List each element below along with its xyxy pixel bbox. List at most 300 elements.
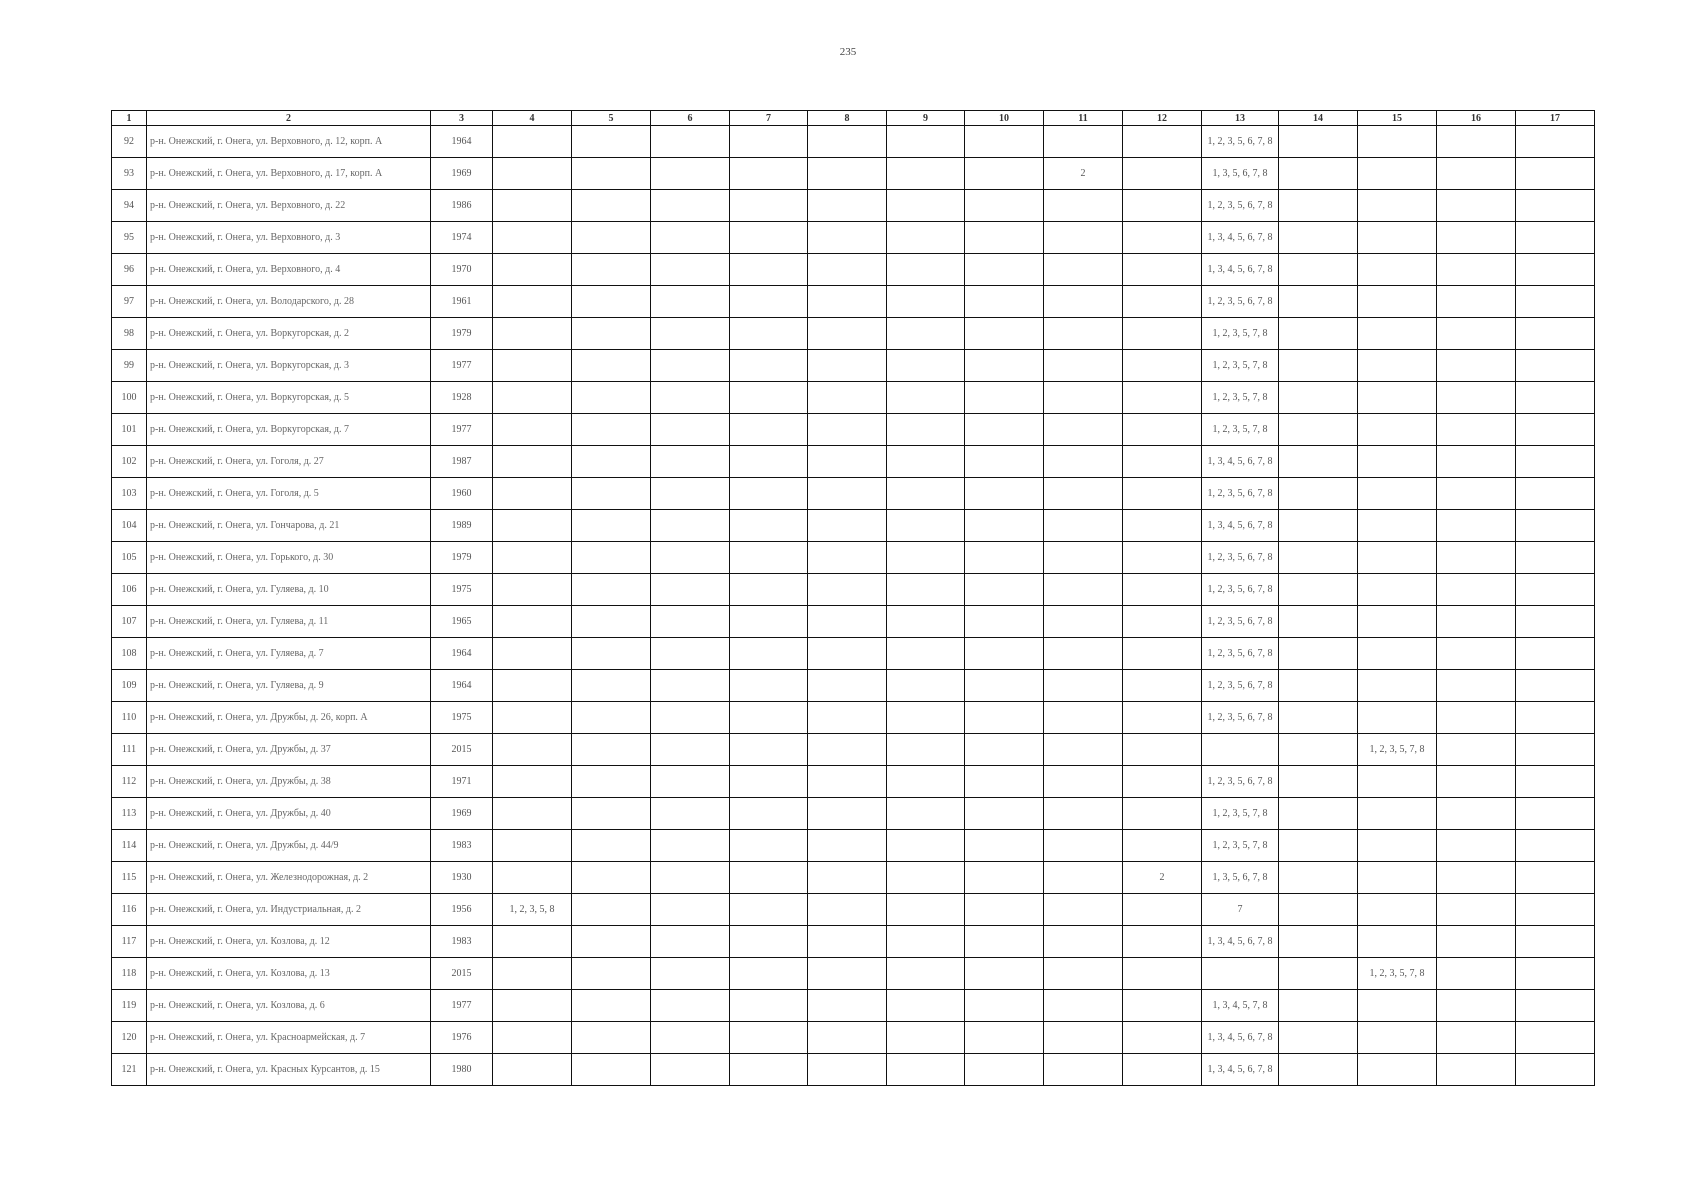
table-cell (965, 926, 1044, 958)
table-cell: 1977 (431, 350, 493, 382)
table-cell (965, 190, 1044, 222)
table-cell: 1, 2, 3, 5, 6, 7, 8 (1202, 286, 1279, 318)
table-cell: 103 (112, 478, 147, 510)
table-cell (1516, 574, 1595, 606)
table-cell (493, 638, 572, 670)
column-header: 8 (808, 111, 887, 126)
table-cell: 1977 (431, 990, 493, 1022)
table-cell (1516, 606, 1595, 638)
table-row (112, 670, 1595, 702)
table-cell (651, 1054, 730, 1086)
table-cell (1123, 734, 1202, 766)
table-cell: 96 (112, 254, 147, 286)
table-cell (965, 414, 1044, 446)
table-cell (1516, 702, 1595, 734)
table-cell (730, 350, 808, 382)
table-cell: 108 (112, 638, 147, 670)
table-cell: 107 (112, 606, 147, 638)
table-cell: 1, 2, 3, 5, 7, 8 (1358, 958, 1437, 990)
table-cell: 1974 (431, 222, 493, 254)
table-cell (1123, 574, 1202, 606)
table-cell (887, 862, 965, 894)
table-cell (887, 446, 965, 478)
table-cell (965, 1054, 1044, 1086)
table-cell (1279, 222, 1358, 254)
table-cell (1123, 702, 1202, 734)
table-cell: 1976 (431, 1022, 493, 1054)
table-cell (493, 830, 572, 862)
table-cell (1437, 190, 1516, 222)
table-cell (1279, 446, 1358, 478)
table-cell (651, 446, 730, 478)
table-cell (1044, 478, 1123, 510)
table-cell (808, 798, 887, 830)
table-cell: 1979 (431, 542, 493, 574)
table-cell: р-н. Онежский, г. Онега, ул. Верховного, д. 22 (147, 190, 431, 222)
table-cell: 1, 2, 3, 5, 6, 7, 8 (1202, 766, 1279, 798)
table-cell: р-н. Онежский, г. Онега, ул. Дружбы, д. 40 (147, 798, 431, 830)
table-cell (1516, 638, 1595, 670)
table-cell (1044, 446, 1123, 478)
table-cell (1044, 222, 1123, 254)
table-cell: р-н. Онежский, г. Онега, ул. Горького, д. 30 (147, 542, 431, 574)
table-cell (1044, 830, 1123, 862)
table-cell: 92 (112, 126, 147, 158)
data-table (111, 110, 1595, 1086)
table-cell (651, 510, 730, 542)
table-cell (493, 318, 572, 350)
table-cell (1358, 158, 1437, 190)
table-cell (572, 1054, 651, 1086)
table-row (112, 286, 1595, 318)
table-cell (1279, 894, 1358, 926)
table-cell (1123, 606, 1202, 638)
table-cell (965, 158, 1044, 190)
table-cell (1279, 702, 1358, 734)
table-cell (887, 542, 965, 574)
table-cell (808, 862, 887, 894)
table-cell (493, 190, 572, 222)
table-cell (572, 414, 651, 446)
table-cell (572, 542, 651, 574)
table-cell (1279, 638, 1358, 670)
table-cell (651, 158, 730, 190)
table-cell (572, 478, 651, 510)
table-cell (651, 958, 730, 990)
table-cell (808, 350, 887, 382)
table-cell (572, 926, 651, 958)
table-cell (1279, 798, 1358, 830)
table-cell (1044, 926, 1123, 958)
table-cell (493, 478, 572, 510)
table-cell (1437, 702, 1516, 734)
table-cell (1516, 478, 1595, 510)
table-cell (493, 414, 572, 446)
table-cell (965, 446, 1044, 478)
table-cell (1437, 478, 1516, 510)
table-cell: 1986 (431, 190, 493, 222)
column-header: 4 (493, 111, 572, 126)
table-cell (730, 510, 808, 542)
table-cell (1358, 926, 1437, 958)
column-header: 6 (651, 111, 730, 126)
table-cell (965, 286, 1044, 318)
table-cell (1516, 190, 1595, 222)
table-cell (1202, 734, 1279, 766)
table-cell: 1960 (431, 478, 493, 510)
table-cell (1358, 382, 1437, 414)
table-cell (1123, 1022, 1202, 1054)
table-cell (493, 510, 572, 542)
table-cell (572, 190, 651, 222)
table-cell (730, 766, 808, 798)
table-cell (572, 830, 651, 862)
table-cell (730, 382, 808, 414)
table-row (112, 446, 1595, 478)
table-cell (651, 766, 730, 798)
table-cell: 1969 (431, 158, 493, 190)
table-cell (1516, 286, 1595, 318)
table-row (112, 158, 1595, 190)
table-cell (651, 542, 730, 574)
table-cell (730, 862, 808, 894)
table-cell: р-н. Онежский, г. Онега, ул. Красноармейская, д. 7 (147, 1022, 431, 1054)
table-cell (493, 702, 572, 734)
table-cell (1437, 798, 1516, 830)
column-header: 7 (730, 111, 808, 126)
table-cell (1437, 894, 1516, 926)
table-cell (1437, 638, 1516, 670)
table-cell (808, 158, 887, 190)
table-cell (887, 222, 965, 254)
table-cell (572, 446, 651, 478)
table-cell (1044, 510, 1123, 542)
table-cell (493, 222, 572, 254)
table-cell (965, 958, 1044, 990)
table-cell (493, 126, 572, 158)
table-cell (651, 478, 730, 510)
table-cell (1358, 254, 1437, 286)
table-cell (651, 830, 730, 862)
table-cell (965, 510, 1044, 542)
table-cell (1516, 382, 1595, 414)
table-cell (1044, 702, 1123, 734)
table-cell: 101 (112, 414, 147, 446)
table-cell (651, 222, 730, 254)
table-cell: р-н. Онежский, г. Онега, ул. Воркугорская, д. 5 (147, 382, 431, 414)
table-cell: 1, 3, 4, 5, 6, 7, 8 (1202, 1022, 1279, 1054)
table-cell (1358, 414, 1437, 446)
table-cell (808, 1054, 887, 1086)
table-row (112, 542, 1595, 574)
table-cell (1044, 574, 1123, 606)
column-header: 12 (1123, 111, 1202, 126)
table-cell: 1, 3, 4, 5, 6, 7, 8 (1202, 510, 1279, 542)
table-cell (887, 702, 965, 734)
table-cell: р-н. Онежский, г. Онега, ул. Козлова, д. 13 (147, 958, 431, 990)
table-cell (651, 574, 730, 606)
table-cell: 1971 (431, 766, 493, 798)
table-cell (730, 990, 808, 1022)
table-cell (572, 638, 651, 670)
table-cell: р-н. Онежский, г. Онега, ул. Дружбы, д. 44/9 (147, 830, 431, 862)
table-cell (1044, 606, 1123, 638)
column-header: 1 (112, 111, 147, 126)
table-cell (730, 414, 808, 446)
table-cell (808, 990, 887, 1022)
table-row (112, 126, 1595, 158)
table-cell (651, 862, 730, 894)
table-cell (1123, 638, 1202, 670)
table-cell: 1, 2, 3, 5, 6, 7, 8 (1202, 542, 1279, 574)
table-cell (1123, 798, 1202, 830)
table-cell (572, 350, 651, 382)
table-cell (1279, 382, 1358, 414)
table-cell (1044, 766, 1123, 798)
table-row (112, 382, 1595, 414)
table-cell (1279, 1022, 1358, 1054)
table-cell (1516, 350, 1595, 382)
table-cell (1437, 574, 1516, 606)
table-cell: 104 (112, 510, 147, 542)
table-cell (730, 190, 808, 222)
table-cell (965, 254, 1044, 286)
table-cell (965, 638, 1044, 670)
table-cell (1358, 478, 1437, 510)
table-cell (1358, 350, 1437, 382)
table-cell (1044, 126, 1123, 158)
table-cell (887, 1054, 965, 1086)
table-cell (1044, 958, 1123, 990)
table-cell (1358, 446, 1437, 478)
table-cell: 1964 (431, 638, 493, 670)
table-cell: р-н. Онежский, г. Онега, ул. Железнодорожная, д. 2 (147, 862, 431, 894)
table-cell (493, 446, 572, 478)
table-cell: 105 (112, 542, 147, 574)
table-cell (493, 990, 572, 1022)
column-header: 14 (1279, 111, 1358, 126)
table-cell: р-н. Онежский, г. Онега, ул. Верховного, д. 12, корп. А (147, 126, 431, 158)
table-cell: р-н. Онежский, г. Онега, ул. Воркугорская, д. 3 (147, 350, 431, 382)
table-cell (965, 830, 1044, 862)
table-cell (808, 830, 887, 862)
column-header: 2 (147, 111, 431, 126)
table-cell (730, 318, 808, 350)
table-cell (572, 574, 651, 606)
table-cell (1437, 542, 1516, 574)
table-cell (651, 798, 730, 830)
table-cell (887, 286, 965, 318)
table-cell: 97 (112, 286, 147, 318)
table-cell: 2015 (431, 958, 493, 990)
table-cell: 93 (112, 158, 147, 190)
table-cell (1123, 766, 1202, 798)
table-cell: 1961 (431, 286, 493, 318)
table-cell (1516, 126, 1595, 158)
table-cell (1123, 894, 1202, 926)
table-cell (1279, 414, 1358, 446)
table-cell (1437, 766, 1516, 798)
table-row (112, 350, 1595, 382)
table-cell (651, 286, 730, 318)
table-cell (808, 670, 887, 702)
table-cell (808, 638, 887, 670)
table-cell (1279, 126, 1358, 158)
table-cell (965, 798, 1044, 830)
table-cell (493, 926, 572, 958)
table-cell: 2 (1044, 158, 1123, 190)
table-cell (1202, 958, 1279, 990)
table-cell: 94 (112, 190, 147, 222)
table-cell (1516, 1022, 1595, 1054)
table-cell (651, 254, 730, 286)
table-cell: 1, 2, 3, 5, 7, 8 (1202, 414, 1279, 446)
table-cell (1516, 958, 1595, 990)
table-cell (887, 382, 965, 414)
table-cell (887, 126, 965, 158)
table-cell (1358, 574, 1437, 606)
table-cell (493, 382, 572, 414)
column-header: 16 (1437, 111, 1516, 126)
table-cell (808, 894, 887, 926)
table-cell: 99 (112, 350, 147, 382)
table-cell (730, 542, 808, 574)
table-row (112, 318, 1595, 350)
table-cell (887, 606, 965, 638)
table-cell: 1, 2, 3, 5, 6, 7, 8 (1202, 574, 1279, 606)
table-cell (1358, 1054, 1437, 1086)
table-cell (1279, 926, 1358, 958)
table-cell (1437, 958, 1516, 990)
table-cell: 119 (112, 990, 147, 1022)
table-cell (730, 254, 808, 286)
table-cell (1123, 830, 1202, 862)
table-cell: 98 (112, 318, 147, 350)
table-row (112, 222, 1595, 254)
table-cell (808, 702, 887, 734)
table-cell (965, 702, 1044, 734)
table-cell: 1, 3, 4, 5, 6, 7, 8 (1202, 1054, 1279, 1086)
table-cell: р-н. Онежский, г. Онега, ул. Гоголя, д. 27 (147, 446, 431, 478)
table-cell (1044, 414, 1123, 446)
table-cell: 116 (112, 894, 147, 926)
table-cell (1044, 990, 1123, 1022)
table-row (112, 958, 1595, 990)
table-cell: 114 (112, 830, 147, 862)
table-cell: 1, 2, 3, 5, 6, 7, 8 (1202, 638, 1279, 670)
table-cell (887, 1022, 965, 1054)
table-cell (572, 222, 651, 254)
table-cell (1437, 1054, 1516, 1086)
table-cell (1358, 702, 1437, 734)
table-cell (572, 766, 651, 798)
table-cell (808, 958, 887, 990)
table-cell (651, 382, 730, 414)
table-cell (1279, 990, 1358, 1022)
table-cell (887, 318, 965, 350)
table-cell (1123, 286, 1202, 318)
table-cell: 1930 (431, 862, 493, 894)
table-cell: 1, 3, 4, 5, 7, 8 (1202, 990, 1279, 1022)
table-cell (808, 190, 887, 222)
table-cell (651, 670, 730, 702)
table-cell: 1, 2, 3, 5, 6, 7, 8 (1202, 190, 1279, 222)
table-cell (572, 510, 651, 542)
table-row (112, 798, 1595, 830)
table-cell (1123, 190, 1202, 222)
table-row (112, 830, 1595, 862)
table-cell (808, 542, 887, 574)
table-cell (965, 606, 1044, 638)
table-cell (965, 350, 1044, 382)
table-cell: 100 (112, 382, 147, 414)
table-cell (1279, 670, 1358, 702)
table-cell (1437, 510, 1516, 542)
table-cell (1279, 830, 1358, 862)
table-cell (1044, 190, 1123, 222)
table-cell: 1964 (431, 670, 493, 702)
table-cell (730, 222, 808, 254)
table-cell (808, 222, 887, 254)
table-cell (572, 606, 651, 638)
table-cell (808, 606, 887, 638)
table-cell (730, 478, 808, 510)
table-cell: 118 (112, 958, 147, 990)
table-cell: р-н. Онежский, г. Онега, ул. Верховного, д. 17, корп. А (147, 158, 431, 190)
table-cell (1358, 222, 1437, 254)
table-row (112, 734, 1595, 766)
table-cell (965, 894, 1044, 926)
table-cell: 109 (112, 670, 147, 702)
table-cell: 115 (112, 862, 147, 894)
table-cell (730, 702, 808, 734)
table-cell (493, 158, 572, 190)
table-cell (1516, 446, 1595, 478)
table-cell: р-н. Онежский, г. Онега, ул. Володарского, д. 28 (147, 286, 431, 318)
table-cell (572, 318, 651, 350)
table-cell (572, 734, 651, 766)
table-cell (1044, 542, 1123, 574)
table-cell (1279, 574, 1358, 606)
table-cell: 112 (112, 766, 147, 798)
table-cell (493, 670, 572, 702)
column-header: 13 (1202, 111, 1279, 126)
table-cell (1358, 126, 1437, 158)
table-cell (808, 126, 887, 158)
table-cell (493, 1022, 572, 1054)
table-cell (1437, 382, 1516, 414)
table-cell (572, 990, 651, 1022)
table-cell (1044, 382, 1123, 414)
table-cell: 2 (1123, 862, 1202, 894)
table-cell (1437, 318, 1516, 350)
table-cell (808, 1022, 887, 1054)
table-cell (1516, 222, 1595, 254)
table-cell (1279, 606, 1358, 638)
table-cell: р-н. Онежский, г. Онега, ул. Гуляева, д. 9 (147, 670, 431, 702)
table-cell (730, 1022, 808, 1054)
table-cell (887, 670, 965, 702)
table-cell (1279, 286, 1358, 318)
table-cell (651, 318, 730, 350)
table-cell: 1, 2, 3, 5, 7, 8 (1202, 798, 1279, 830)
table-cell (1437, 606, 1516, 638)
table-cell: р-н. Онежский, г. Онега, ул. Козлова, д. 12 (147, 926, 431, 958)
table-row (112, 1054, 1595, 1086)
table-cell (1358, 798, 1437, 830)
table-cell (965, 574, 1044, 606)
table-cell (1279, 542, 1358, 574)
